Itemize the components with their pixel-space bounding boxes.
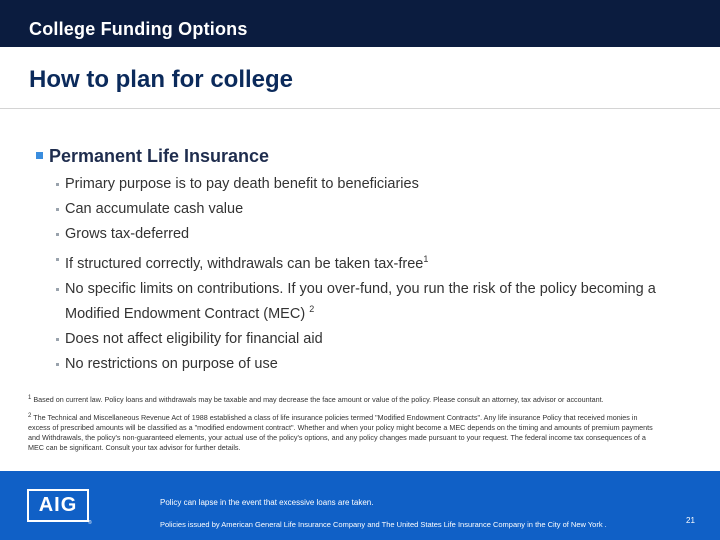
sub-bullet: [56, 279, 676, 324]
sub-bullet-text: Does not affect eligibility for financial aid: [65, 331, 323, 347]
banner-title: College Funding Options: [29, 19, 248, 39]
footnote-text: Based on current law. Policy loans and withdrawals may be taxable and may decrease the face amount or value of the policy. Please consult an attorney, tax advisor or accountant.: [33, 395, 604, 404]
registered-mark: ®: [88, 520, 92, 526]
title-divider: [0, 108, 720, 109]
sub-bullet-text: Grows tax-deferred: [65, 226, 190, 242]
sub-bullet-text: If structured correctly, withdrawals can be taken tax-free: [65, 256, 424, 272]
footnote-marker: 2: [28, 413, 32, 419]
sub-bullet-list: [56, 174, 676, 379]
sub-bullet: [56, 354, 676, 374]
sub-bullet: [56, 174, 676, 194]
footnote-1: [28, 393, 658, 405]
footnote-ref-1: 1: [423, 254, 429, 264]
main-bullet: [36, 146, 269, 167]
footnotes: [28, 393, 658, 459]
sub-bullet: [56, 199, 676, 219]
footer-note-issuer: Policies issued by American General Life Insurance Company and The United States Life Insurance Company in the City of New York .: [160, 520, 607, 529]
sub-bullet: [56, 329, 676, 349]
sub-bullet-text: No specific limits on contributions. If you over-fund, you run the risk of the policy becoming a Modified Endowment Contract (MEC): [65, 281, 656, 322]
sub-bullet: [56, 224, 676, 244]
sub-bullet-text: Can accumulate cash value: [65, 201, 244, 217]
page-title: How to plan for college: [29, 66, 294, 93]
main-bullet-label: Permanent Life Insurance: [49, 146, 270, 166]
bullet-square-icon: [36, 152, 43, 159]
footnote-marker: 1: [28, 395, 32, 401]
header-banner: [0, 0, 720, 47]
footnote-2: [28, 411, 658, 453]
footer-bar: [0, 471, 720, 540]
sub-bullet-text: Primary purpose is to pay death benefit to beneficiaries: [65, 176, 419, 192]
footnote-text: The Technical and Miscellaneous Revenue Act of 1988 established a class of life insurance policies termed "Modified Endowment Contracts". Any life insurance Policy that received monies in excess of prescribed amounts will be classified as a "modified endowment contract". Whether and when your policy might become a MEC depends on the timing and amounts of premium payments and Withdrawals, the policy's non-guaranteed elements, your actual use of the policy's options, and any policy changes made pursuant to your request. The federal income tax consequences of a MEC can be significant. Consult your tax advisor for further details.: [28, 413, 653, 452]
page-number: 21: [686, 516, 695, 525]
sub-bullet: [56, 249, 676, 274]
sub-bullet-text: No restrictions on purpose of use: [65, 356, 278, 372]
aig-logo: AIG: [27, 489, 89, 522]
footnote-ref-2: 2: [309, 304, 315, 314]
footer-note-lapse: Policy can lapse in the event that excessive loans are taken.: [160, 498, 374, 507]
